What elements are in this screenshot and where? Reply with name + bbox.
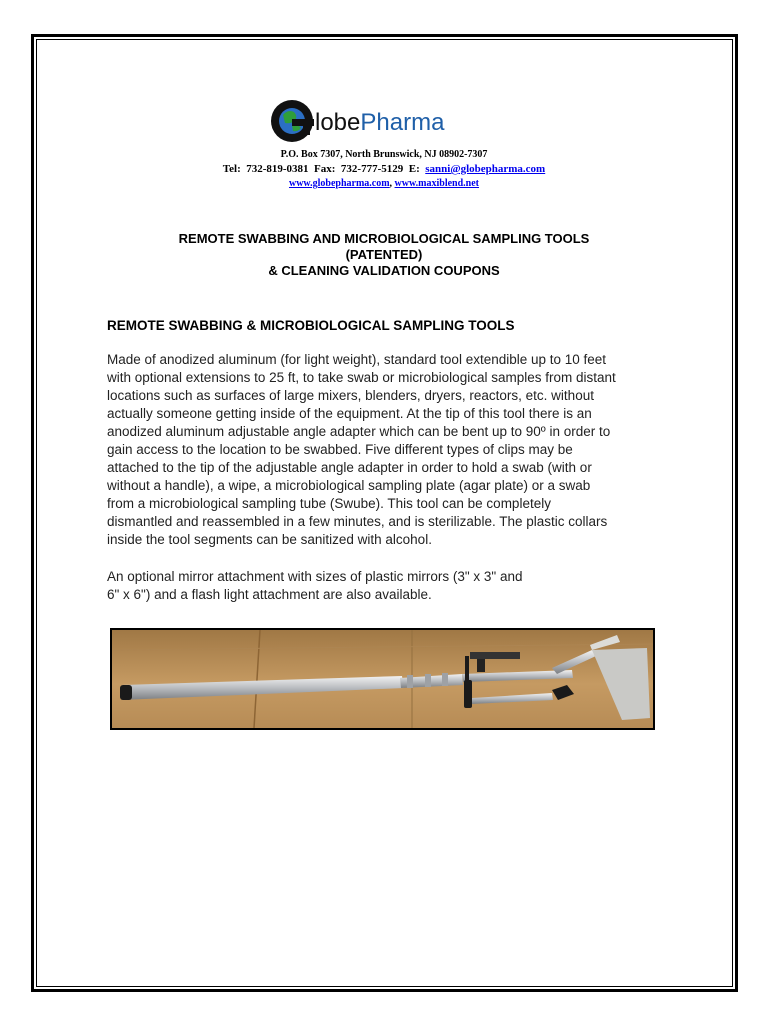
document-title-line2: (PATENTED) [345,247,423,262]
paragraph-line: gain access to the location to be swabbed. Five different types of clips may be [107,442,573,457]
contact-line [0,164,768,175]
email-link[interactable]: sanni@globepharma.com [425,163,546,175]
website-link-maxiblend[interactable]: www.maxiblend.net [394,178,479,189]
paragraph-line: attached to the tip of the adjustable angle adapter in order to hold a swab (with or [107,460,592,475]
paragraph-line: An optional mirror attachment with sizes of plastic mirrors (3" x 3" and [107,569,523,584]
postal-address: P.O. Box 7307, North Brunswick, NJ 08902-7307 [280,149,488,160]
paragraph-line: anodized aluminum adjustable angle adapter which can be bent up to 90º in order to [107,424,611,439]
section-heading: REMOTE SWABBING & MICROBIOLOGICAL SAMPLING TOOLS [107,318,515,333]
website-line [0,179,768,189]
website-separator: , [389,178,395,189]
logo-wordmark [315,111,444,135]
swabbing-tool-image [112,630,653,728]
paragraph-line: Made of anodized aluminum (for light weight), standard tool extendible up to 10 feet [107,352,607,367]
phone-fax-label: Tel: 732-819-0381 Fax: 732-777-5129 E: [222,163,426,175]
document-title-line1: REMOTE SWABBING AND MICROBIOLOGICAL SAMPLING TOOLS [178,231,590,246]
paragraph-line: 6" x 6") and a flash light attachment are also available. [107,587,432,602]
paragraph-line: actually someone getting inside of the equipment. At the tip of this tool there is an [107,406,592,421]
company-logo [270,97,510,145]
logo-wordmark-part2: Pharma [360,109,445,136]
paragraph-line: from a microbiological sampling tube (Swube). This tool can be completely [107,496,551,511]
paragraph-line: with optional extensions to 25 ft, to take swab or microbiological samples from distant [107,370,616,385]
website-link-globepharma[interactable]: www.globepharma.com [288,178,390,189]
logo-wordmark-part1: lobe [315,109,361,136]
paragraph-line: locations such as surfaces of large mixers, blenders, dryers, reactors, etc. without [107,388,594,403]
paragraph-line: without a handle), a wipe, a microbiological sampling plate (agar plate) or a swab [107,478,591,493]
document-title-line3: & CLEANING VALIDATION COUPONS [268,263,500,278]
paragraph-line: inside the tool segments can be sanitized with alcohol. [107,532,432,547]
product-photo [110,628,655,730]
paragraph-line: dismantled and reassembled in a few minutes, and is sterilizable. The plastic collars [107,514,608,529]
